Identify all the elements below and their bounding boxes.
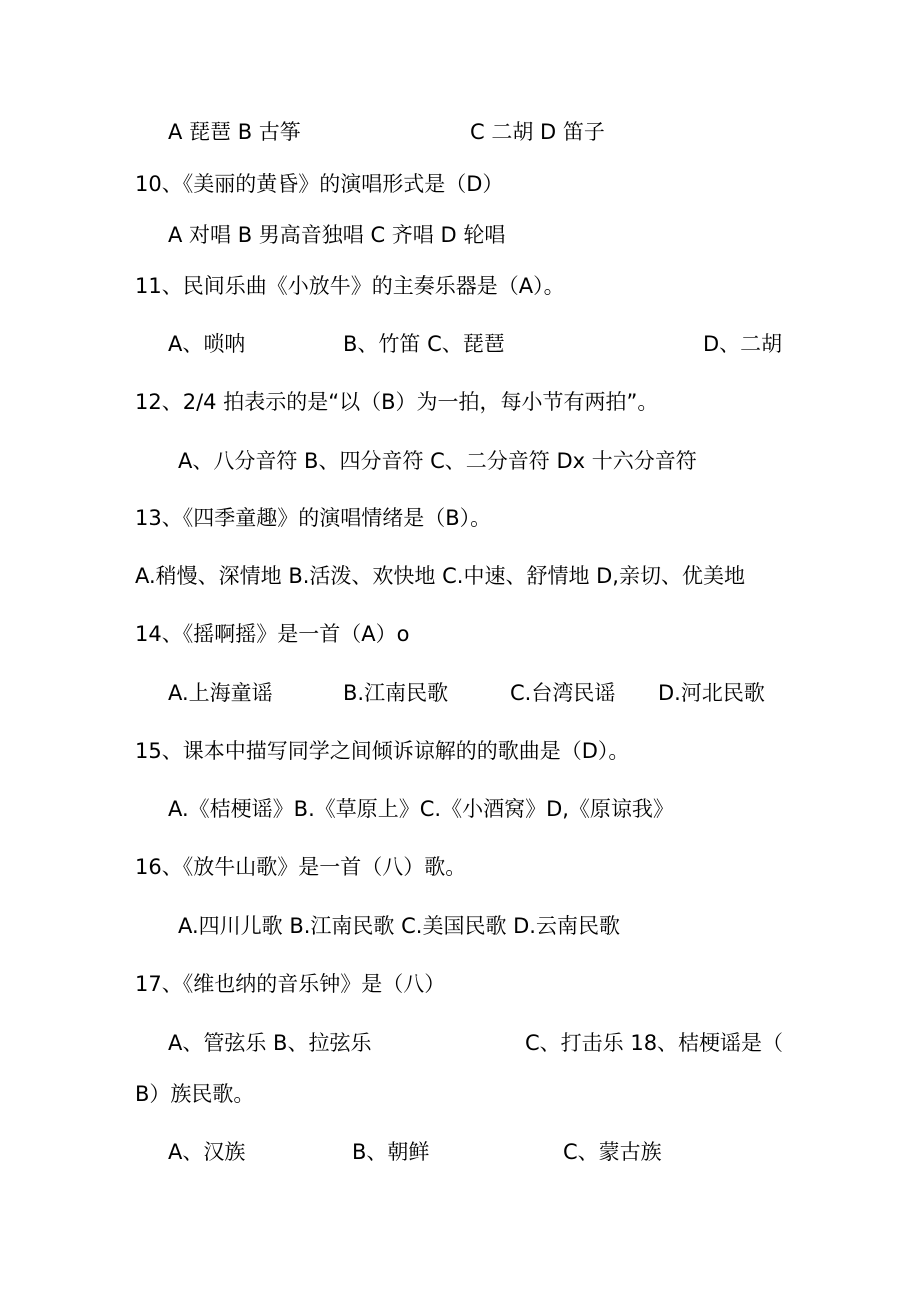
question-11: 11、民间乐曲《小放牛》的主奏乐器是（A）。	[135, 274, 565, 298]
q18-option-c: C、蒙古族	[563, 1140, 662, 1164]
question-13: 13、《四季童趣》的演唱情绪是（B）。	[135, 506, 492, 530]
q9-options-cd: C 二胡 D 笛子	[470, 120, 605, 144]
q14-option-d: D.河北民歌	[658, 681, 765, 705]
q17-options-ab: A、管弦乐 B、拉弦乐	[168, 1031, 372, 1055]
q14-option-a: A.上海童谣	[168, 681, 273, 705]
q13-options: A.稍慢、深情地 B.活泼、欢快地 C.中速、舒情地 D,亲切、优美地	[135, 564, 745, 588]
q9-options-ab: A 琵琶 B 古筝	[168, 120, 301, 144]
question-14: 14、《摇啊摇》是一首（A）o	[135, 622, 410, 646]
q11-option-d: D、二胡	[703, 332, 783, 356]
question-18-continued: B）族民歌。	[135, 1082, 255, 1106]
q11-option-a: A、唢呐	[168, 332, 246, 356]
q15-options: A.《桔梗谣》B.《草原上》C.《小酒窝》D,《原谅我》	[168, 797, 674, 821]
question-17: 17、《维也纳的音乐钟》是（八）	[135, 972, 446, 996]
q11-options-bc: B、竹笛 C、琵琶	[343, 332, 505, 356]
q18-option-b: B、朝鲜	[352, 1140, 430, 1164]
q16-options: A.四川儿歌 B.江南民歌 C.美国民歌 D.云南民歌	[178, 914, 620, 938]
question-16: 16、《放牛山歌》是一首（八）歌。	[135, 855, 467, 879]
q17-option-c-and-question-18: C、打击乐 18、桔梗谣是（	[525, 1031, 784, 1055]
q18-option-a: A、汉族	[168, 1140, 246, 1164]
q12-options: A、八分音符 B、四分音符 C、二分音符 Dx 十六分音符	[178, 449, 697, 473]
question-10: 10、《美丽的黄昏》的演唱形式是（D）	[135, 172, 504, 196]
q14-option-c: C.台湾民谣	[510, 681, 616, 705]
question-15: 15、课本中描写同学之间倾诉谅解的的歌曲是（D）。	[135, 739, 630, 763]
q10-options: A 对唱 B 男高音独唱 C 齐唱 D 轮唱	[168, 223, 506, 247]
q14-option-b: B.江南民歌	[343, 681, 449, 705]
question-12: 12、2/4 拍表示的是“以（B）为一拍，每小节有两拍”。	[135, 390, 659, 414]
